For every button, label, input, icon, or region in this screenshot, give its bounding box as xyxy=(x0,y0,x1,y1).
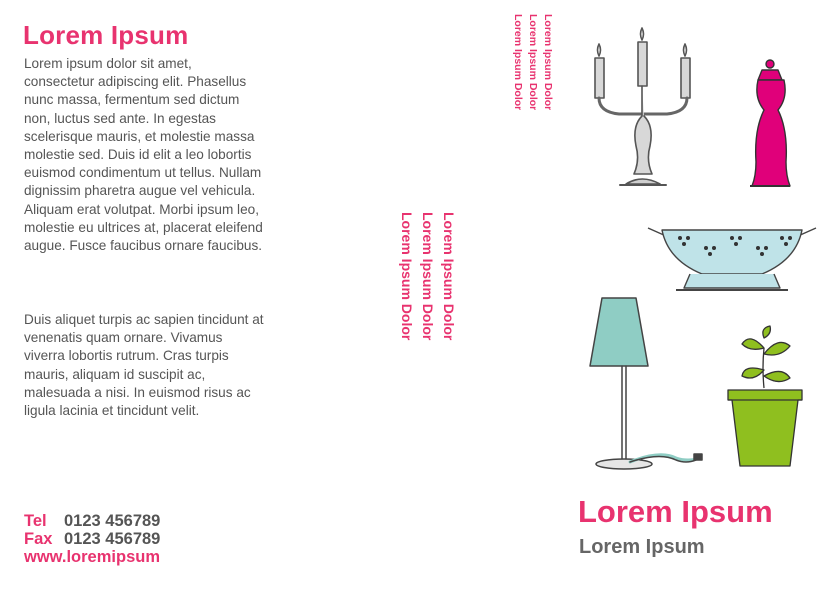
pepper-mill-icon xyxy=(748,58,798,190)
tel-number: 0123 456789 xyxy=(64,512,161,530)
website-link[interactable]: www.loremipsum xyxy=(24,548,160,566)
left-heading: Lorem Ipsum xyxy=(23,20,189,50)
right-vertical-line-3: Lorem Ipsum Dolor xyxy=(512,14,524,111)
middle-vertical-line-1: Lorem Ipsum Dolor xyxy=(441,212,457,341)
middle-vertical-text xyxy=(396,212,459,340)
floor-lamp-icon xyxy=(590,296,708,474)
right-vertical-line-1: Lorem Ipsum Dolor xyxy=(542,14,554,111)
right-vertical-line-2: Lorem Ipsum Dolor xyxy=(527,14,539,111)
contact-block xyxy=(24,512,160,566)
middle-vertical-line-2: Lorem Ipsum Dolor xyxy=(420,212,436,341)
body-paragraph-2: Duis aliquet turpis ac sapien tincidunt at venenatis quam ornare. Vivamus viverra lobortis rutrum. Cras turpis mauris, aliquam id suscipit ac, malesuada a nisi. In euismod risus ac ligula lacinia et tincidunt velit. xyxy=(24,312,264,419)
potted-plant-icon xyxy=(724,326,810,472)
fax-number: 0123 456789 xyxy=(64,530,161,548)
tel-line xyxy=(24,512,160,530)
middle-vertical-line-3: Lorem Ipsum Dolor xyxy=(399,212,415,341)
cover-title: Lorem Ipsum xyxy=(578,494,773,529)
body-paragraph-1: Lorem ipsum dolor sit amet, consectetur adipiscing elit. Phasellus nunc massa, fermentum sed dictum non, luctus sed ante. In egestas scelerisque mauris, et molestie massa molestie sed. Duis id elit a leo lobortis euismod condimentum ut tellus. Nullam dignissim pharetra augue vel vehicula. Aliquam erat volutpat. Morbi ipsum leo, molestie eu ultrices at, placerat eleifend augue. Fusce faucibus ornare faucibus. xyxy=(24,56,263,254)
tel-label: Tel xyxy=(24,512,47,530)
right-vertical-text xyxy=(510,14,555,110)
right-panel xyxy=(512,0,840,593)
candelabra-icon xyxy=(590,34,700,190)
fax-line xyxy=(24,530,160,548)
cover-subtitle: Lorem Ipsum xyxy=(579,536,705,558)
left-panel xyxy=(0,0,280,593)
colander-icon xyxy=(646,220,818,298)
fax-label: Fax xyxy=(24,530,53,548)
